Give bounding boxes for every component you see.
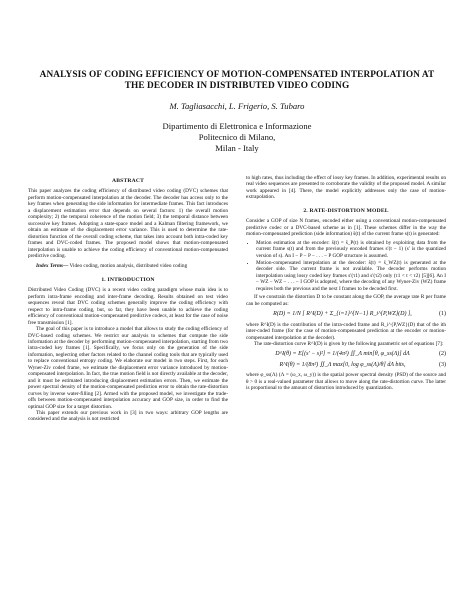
intro-paragraph: This paper extends our previous work in [3] in two ways: arbitrary GOP lengths are considered and the analysis is not restricted xyxy=(28,409,228,423)
rd-paragraph: where R^I(D) is the contribution of the intra-coded frame and R_i^{P,WZ}(D) that of the ith inter-coded frame (for the case of motion-compensated prediction at the encoder or motion-compensated interpolation at the decoder). xyxy=(246,321,446,341)
equation-1 xyxy=(246,311,446,317)
intro-heading: 1. INTRODUCTION xyxy=(101,276,155,283)
paper-authors: M. Tagliasacchi, L. Frigerio, S. Tubaro xyxy=(169,101,305,111)
intro-paragraph: The goal of this paper is to introduce a model that allows to study the coding efficiency of DVC-based coding schemes. We restrict our analysis to schemes that compute the side information at the decoder by performing motion-compensated interpolation, starting from two intra-coded key frames [1]. Specifically, we focus only on the generation of the side information, neglecting other factors related to the channel coding tools that are typically used to replace conventional entropy coding. We elaborate our model in two steps. First, for each Wyner-Ziv coded frame, we estimate the displacement error variance introduced by motion-compensated interpolation. In fact, the true motion field is not directly available at the decoder, and it must be estimated introducing displacement estimation errors. Then, we estimate the power spectral density of the motion-compensated prediction error to obtain the rate-distortion curves by inverse water-filling [2]. Armed with the proposed model, we investigate the trade-offs between motion-compensated interpolation accuracy and GOP size, in order to find the optimal GOP size for a target distortion. xyxy=(28,326,228,410)
affiliation-line: Milan - Italy xyxy=(215,143,259,154)
rd-paragraph: The rate-distortion curve R^I(D) is given by the following parametric set of equations [7]: xyxy=(254,340,444,347)
abstract-text: This paper analyzes the coding efficiency of distributed video coding (DVC) schemes that perform motion-compensated interpolation at the decoder. The decoder has access only to the key frames when generating the side information for intermediate frames. This fact introduces a displacement estimation error that depends on several factors: 1) the overall motion complexity; 2) the temporal coherence of the motion field; 3) the temporal distance between successive key frames. Adopting a state-space model and a Kalman filtering framework, we obtain an estimate of the displacement error variance. This is used to determine the rate-distortion function of the overall coding scheme, that takes into account both intra-coded key frames and DVC-coded frames. The proposed model shows that motion-compensated interpolation is unable to achieve the coding efficiency of conventional motion-compensated predictive coding. xyxy=(28,188,228,259)
rd-paragraph: where φ_ss(Λ) (Λ = (ω_x, ω_y)) is the spatial power spectral density (PSD) of the source and θ > 0 is a real-valued parameter that allows to move along the rate-distortion curve. The latter is proportional to the amount of distortion introduced by quantization. xyxy=(246,372,446,392)
affiliation xyxy=(30,121,444,155)
equation-2 xyxy=(246,351,446,357)
rd-paragraph: If we constrain the distortion D to be constant along the GOP, the average rate R per frame can be computed as: xyxy=(246,294,446,307)
equation-number: (2) xyxy=(439,351,446,358)
list-item: • Motion-compensated interpolation at the decoder: ŝ(t) = ŝ_WZ(t) is generated at the decoder side. The current frame is not available. The decoder performs motion interpolation using lossy coded key frames s′(τ1) and s′(τ2) only (τ1 < t < τ2) [5][6]. An I − WZ − WZ − . . . − I GOP is adopted, where the decoding of any Wyner-Ziv (WZ) frame requires both the previous and the next I frames to be decoded first. xyxy=(256,260,446,292)
rd-paragraph: Consider a GOP of size N frames, encoded either using a conventional motion-compensated predictive codec or a DVC-based scheme as in [1]. These schemes differ in the way the motion-compensated prediction (side information) ŝ(t) of the current frame s(t) is generated: xyxy=(246,218,446,238)
equation-body: D^I(θ) = E[(s′ − s)²] = 1/(4π²) ∬_Λ min[θ, φ_ss(Λ)] dΛ xyxy=(275,351,410,358)
equation-body: R(D) = 1/N [ R^I(D) + Σ_{i=1}^{N−1} R_i^{P,WZ}(D) ], xyxy=(273,311,412,318)
scheme-list xyxy=(246,240,446,293)
intro-continuation: to high rates, thus including the effect of lossy key frames. In addition, experimental results on real video sequences are presented to corroborate the validity of the proposed model. A similar work appeared in [4]. There, the model explicitly addresses only the case of motion-extrapolation. xyxy=(246,175,446,201)
equation-3 xyxy=(246,362,446,368)
abstract-heading: ABSTRACT xyxy=(111,178,145,184)
index-terms-label: Index Terms— xyxy=(36,263,69,270)
rd-model-heading: 2. RATE-DISTORTION MODEL xyxy=(303,207,389,214)
equation-body: R^I(θ) = 1/(8π²) ∬_Λ max[0, log φ_ss(Λ)/θ] dΛ bits, xyxy=(279,361,406,368)
right-column xyxy=(246,175,446,392)
equation-number: (1) xyxy=(439,311,446,318)
list-item: • Motion estimation at the encoder: ŝ(t) = ŝ_P(t) is obtained by exploiting data from the current frame s(t) and from the previously encoded frames s′(t − 1) (s′ is the quantized version of s). An I − P − P − . . . − P GOP structure is assumed. xyxy=(256,240,446,259)
affiliation-line: Politecnico di Milano, xyxy=(198,132,276,143)
intro-paragraph: Distributed Video Coding (DVC) is a recent video coding paradigm whose main idea is to perform intra-frame encoding and inter-frame decoding. Results obtained on test video sequences reveal that DVC coding schemes generally improve the coding efficiency with respect to intra-frame coding, but, so far, they have been unable to achieve the coding efficiency of conventional motion-compensated predictive codecs, at least for the case of noise free transmission [1]. xyxy=(28,287,228,326)
affiliation-line: Dipartimento di Elettronica e Informazione xyxy=(162,121,312,131)
index-terms-text: Video coding, motion analysis, distributed video coding xyxy=(68,263,188,270)
paper-title: ANALYSIS OF CODING EFFICIENCY OF MOTION-COMPENSATED INTERPOLATION AT THE DECODER IN DISTRIBUTED VIDEO CODING xyxy=(39,70,435,91)
equation-number: (3) xyxy=(439,361,446,368)
left-column xyxy=(28,175,228,423)
